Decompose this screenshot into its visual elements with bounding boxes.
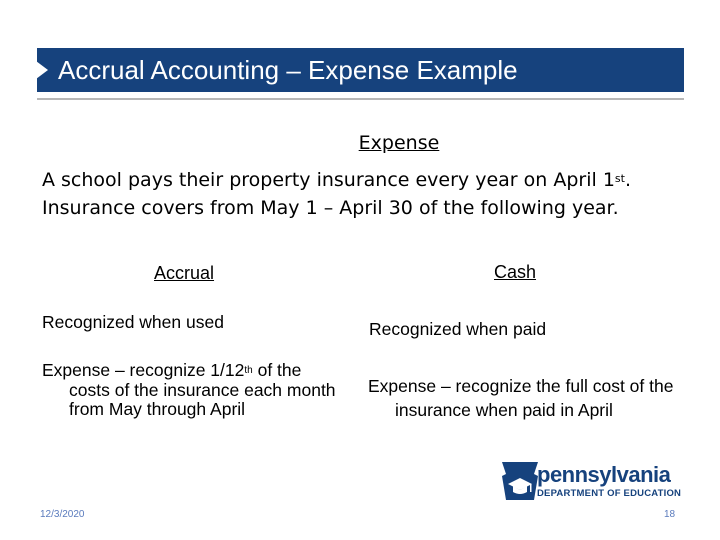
heading-text: Expense	[358, 132, 440, 154]
intro-superscript: st	[614, 172, 625, 185]
keystone-logo-icon	[500, 460, 540, 502]
accrual-header: Accrual	[154, 263, 215, 283]
intro-text-2: . Insurance covers from May 1 – April 30 of the following year.	[42, 169, 631, 219]
section-heading	[0, 132, 720, 154]
page-number: 18	[664, 509, 676, 520]
intro-paragraph	[42, 166, 682, 222]
intro-text-1: A school pays their property insurance every year on April 1	[42, 169, 615, 191]
title-divider	[37, 98, 684, 100]
accrual-expense-text-2: of the costs of the insurance each month from May through April	[69, 360, 336, 419]
logo-wordmark: pennsylvania	[537, 462, 671, 487]
logo-subtitle: DEPARTMENT OF EDUCATION	[537, 488, 682, 499]
slide-title: Accrual Accounting – Expense Example	[58, 55, 518, 85]
accrual-expense	[42, 361, 339, 420]
accrual-recognized: Recognized when used	[42, 312, 224, 332]
footer-date: 12/3/2020	[40, 509, 85, 520]
cash-expense: Expense – recognize the full cost of the insurance when paid in April	[368, 376, 674, 420]
arrow-icon	[36, 61, 48, 79]
accrual-expense-superscript: th	[244, 365, 253, 376]
cash-header: Cash	[494, 262, 537, 282]
cash-recognized: Recognized when paid	[369, 319, 547, 339]
accrual-expense-text-1: Expense – recognize 1/12	[42, 360, 245, 380]
